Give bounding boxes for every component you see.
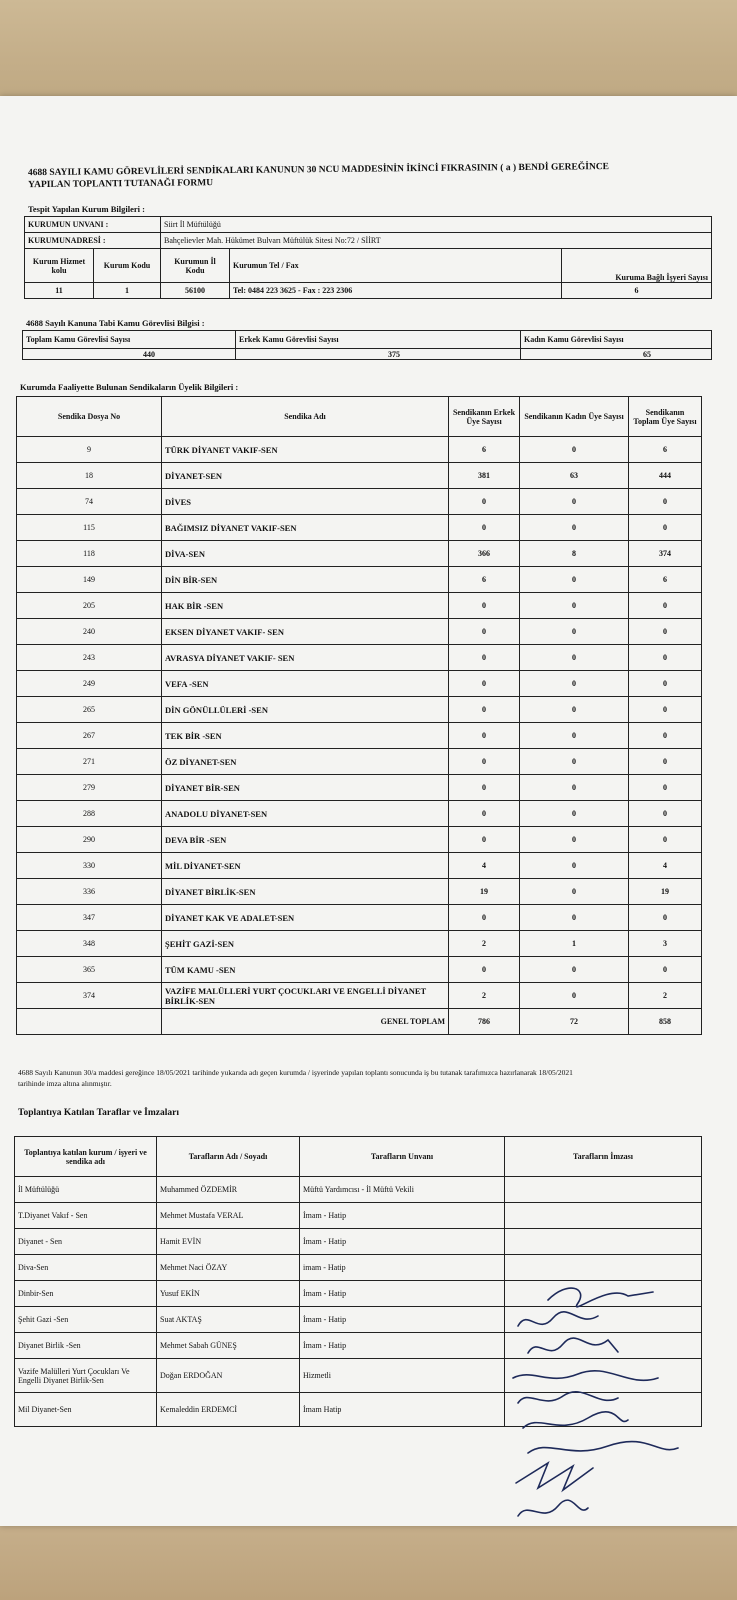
participant-title: İmam - Hatip	[300, 1203, 505, 1229]
table-row	[17, 489, 702, 515]
participant-name: Suat AKTAŞ	[157, 1307, 300, 1333]
union-total-count: 0	[629, 801, 702, 827]
union-male-count: 2	[449, 931, 520, 957]
union-name: EKSEN DİYANET VAKIF- SEN	[162, 619, 449, 645]
union-total-count: 0	[629, 671, 702, 697]
participant-title-header: Tarafların Unvanı	[300, 1137, 505, 1177]
union-name: ANADOLU DİYANET-SEN	[162, 801, 449, 827]
participant-org: Diyanet - Sen	[15, 1229, 157, 1255]
union-file-no: 249	[17, 671, 162, 697]
table-row	[17, 801, 702, 827]
union-file-no: 336	[17, 879, 162, 905]
participant-signature	[505, 1255, 702, 1281]
table-row	[17, 905, 702, 931]
city-code-value: 56100	[161, 283, 230, 299]
union-file-no: 374	[17, 983, 162, 1009]
union-file-no: 149	[17, 567, 162, 593]
participant-title: Hizmetli	[300, 1359, 505, 1393]
union-female-count: 0	[520, 437, 629, 463]
union-male-count: 0	[449, 827, 520, 853]
handwritten-signatures	[508, 1278, 718, 1538]
union-total-count: 0	[629, 697, 702, 723]
participant-name: Doğan ERDOĞAN	[157, 1359, 300, 1393]
union-male-count: 6	[449, 437, 520, 463]
institution-name-label: KURUMUN UNVANI :	[25, 217, 161, 233]
union-male-count: 0	[449, 957, 520, 983]
table-row	[17, 983, 702, 1009]
table-row	[17, 931, 702, 957]
table-row	[17, 723, 702, 749]
union-male-count: 4	[449, 853, 520, 879]
female-employees-label: Kadın Kamu Görevlisi Sayısı	[521, 331, 712, 349]
male-employees-label: Erkek Kamu Görevlisi Sayısı	[236, 331, 521, 349]
institution-name-value: Siirt İl Müftülüğü	[161, 217, 712, 233]
institution-address-label: KURUMUNADRESİ :	[25, 233, 161, 249]
total-members-header: Sendikanın Toplam Üye Sayısı	[629, 397, 702, 437]
union-female-count: 0	[520, 775, 629, 801]
union-female-count: 0	[520, 879, 629, 905]
union-male-count: 0	[449, 775, 520, 801]
union-file-no: 290	[17, 827, 162, 853]
table-row	[17, 437, 702, 463]
wood-background-top	[0, 0, 737, 100]
union-male-count: 2	[449, 983, 520, 1009]
union-total-count: 0	[629, 619, 702, 645]
union-female-count: 0	[520, 801, 629, 827]
table-row	[17, 775, 702, 801]
union-name-header: Sendika Adı	[162, 397, 449, 437]
participants-section-title: Toplantıya Katılan Taraflar ve İmzaları	[18, 1108, 179, 1118]
union-female-count: 0	[520, 515, 629, 541]
union-male-count: 0	[449, 723, 520, 749]
union-male-count: 0	[449, 515, 520, 541]
union-name: BAĞIMSIZ DİYANET VAKIF-SEN	[162, 515, 449, 541]
union-total-count: 3	[629, 931, 702, 957]
union-file-no: 205	[17, 593, 162, 619]
union-total-count: 0	[629, 957, 702, 983]
participant-signature-header: Tarafların İmzası	[505, 1137, 702, 1177]
union-name: DİYANET-SEN	[162, 463, 449, 489]
participant-signature	[505, 1203, 702, 1229]
form-paper	[0, 96, 737, 1526]
union-female-count: 8	[520, 541, 629, 567]
total-employees-label: Toplam Kamu Görevlisi Sayısı	[23, 331, 236, 349]
participant-title: İmam Hatip	[300, 1393, 505, 1427]
union-male-count: 0	[449, 749, 520, 775]
union-female-count: 0	[520, 619, 629, 645]
union-file-no: 365	[17, 957, 162, 983]
union-file-no: 18	[17, 463, 162, 489]
union-file-no: 240	[17, 619, 162, 645]
union-name: TÜRK DİYANET VAKIF-SEN	[162, 437, 449, 463]
union-file-no: 279	[17, 775, 162, 801]
grand-total-label: GENEL TOPLAM	[162, 1009, 449, 1035]
form-title: 4688 SAYILI KAMU GÖREVLİLERİ SENDİKALARI KANUNUN 30 NCU MADDESİNİN İKİNCİ FIKRASININ ( a ) BENDİ GEREĞİNCE YAPILAN TOPLANTI TUTANAĞI FORMU	[27, 162, 610, 191]
union-file-no: 243	[17, 645, 162, 671]
union-file-no: 348	[17, 931, 162, 957]
union-file-no: 265	[17, 697, 162, 723]
table-row	[15, 1229, 702, 1255]
institution-code-value: 1	[94, 283, 161, 299]
table-row	[17, 697, 702, 723]
meeting-statement: 4688 Sayılı Kanunun 30/a maddesi gereğince 18/05/2021 tarihinde yukarıda adı geçen kurumda / işyerinde yapılan toplantı sonucunda iş bu tutanak tarafımızca hazırlanarak 18/05/2021 tarihinde imza altına alınmıştır.	[18, 1068, 573, 1088]
institution-code-header: Kurum Kodu	[94, 249, 161, 283]
participant-name: Hamit EVİN	[157, 1229, 300, 1255]
union-female-count: 0	[520, 905, 629, 931]
participant-title: İmam - Hatip	[300, 1307, 505, 1333]
participant-name: Mehmet Sabah GÜNEŞ	[157, 1333, 300, 1359]
union-file-no: 118	[17, 541, 162, 567]
union-female-count: 63	[520, 463, 629, 489]
service-branch-value: 11	[25, 283, 94, 299]
total-employees-value: 440	[23, 349, 236, 360]
union-male-count: 19	[449, 879, 520, 905]
participant-name: Muhammed ÖZDEMİR	[157, 1177, 300, 1203]
union-female-count: 0	[520, 957, 629, 983]
service-branch-header: Kurum Hizmet kolu	[25, 249, 94, 283]
table-row	[15, 1203, 702, 1229]
union-total-count: 0	[629, 593, 702, 619]
participant-org: Diva-Sen	[15, 1255, 157, 1281]
participant-org: Diyanet Birlik -Sen	[15, 1333, 157, 1359]
table-row	[17, 567, 702, 593]
union-name: ÖZ DİYANET-SEN	[162, 749, 449, 775]
participant-org: T.Diyanet Vakıf - Sen	[15, 1203, 157, 1229]
union-male-count: 0	[449, 671, 520, 697]
participant-org-header: Toplantıya katılan kurum / işyeri ve sendika adı	[15, 1137, 157, 1177]
participant-signature	[505, 1229, 702, 1255]
union-name: DİYANET BİR-SEN	[162, 775, 449, 801]
table-row	[17, 619, 702, 645]
participant-title: Müftü Yardımcısı - İl Müftü Vekili	[300, 1177, 505, 1203]
union-total-count: 6	[629, 567, 702, 593]
male-employees-value: 375	[236, 349, 521, 360]
union-total-count: 0	[629, 645, 702, 671]
union-total-count: 0	[629, 775, 702, 801]
female-members-header: Sendikanın Kadın Üye Sayısı	[520, 397, 629, 437]
union-total-count: 0	[629, 489, 702, 515]
union-name: DİYANET KAK VE ADALET-SEN	[162, 905, 449, 931]
union-file-no: 288	[17, 801, 162, 827]
phone-header: Kurumun Tel / Fax	[230, 249, 562, 283]
union-total-count: 0	[629, 827, 702, 853]
institution-address-value: Bahçelievler Mah. Hükümet Bulvarı Müftülük Sitesi No:72 / SİİRT	[161, 233, 712, 249]
participant-name-header: Tarafların Adı / Soyadı	[157, 1137, 300, 1177]
union-total-count: 0	[629, 723, 702, 749]
participant-org: İl Müftülüğü	[15, 1177, 157, 1203]
union-name: DİN GÖNÜLLÜLERİ -SEN	[162, 697, 449, 723]
union-file-no: 330	[17, 853, 162, 879]
union-file-no: 271	[17, 749, 162, 775]
grand-total-male: 786	[449, 1009, 520, 1035]
union-name: AVRASYA DİYANET VAKIF- SEN	[162, 645, 449, 671]
union-female-count: 0	[520, 749, 629, 775]
union-total-count: 444	[629, 463, 702, 489]
female-employees-value: 65	[521, 349, 712, 360]
union-total-count: 0	[629, 905, 702, 931]
union-female-count: 0	[520, 827, 629, 853]
union-name: VAZİFE MALÜLLERİ YURT ÇOCUKLARI VE ENGELLİ DİYANET BİRLİK-SEN	[162, 983, 449, 1009]
participant-title: İmam - Hatip	[300, 1333, 505, 1359]
union-female-count: 0	[520, 593, 629, 619]
grand-total-spacer	[17, 1009, 162, 1035]
union-name: ŞEHİT GAZİ-SEN	[162, 931, 449, 957]
file-no-header: Sendika Dosya No	[17, 397, 162, 437]
union-total-count: 19	[629, 879, 702, 905]
union-total-count: 4	[629, 853, 702, 879]
union-male-count: 366	[449, 541, 520, 567]
participant-signature	[505, 1177, 702, 1203]
institution-section-title: Tespit Yapılan Kurum Bilgileri :	[28, 204, 145, 214]
union-male-count: 0	[449, 489, 520, 515]
union-file-no: 9	[17, 437, 162, 463]
participant-org: Şehit Gazi -Sen	[15, 1307, 157, 1333]
union-file-no: 267	[17, 723, 162, 749]
table-row	[17, 827, 702, 853]
grand-total-female: 72	[520, 1009, 629, 1035]
union-male-count: 6	[449, 567, 520, 593]
union-male-count: 0	[449, 645, 520, 671]
table-row	[17, 593, 702, 619]
union-total-count: 2	[629, 983, 702, 1009]
participant-title: imam - Hatip	[300, 1255, 505, 1281]
participant-org: Vazife Malülleri Yurt Çocukları Ve Engelli Diyanet Birlik-Sen	[15, 1359, 157, 1393]
table-row	[15, 1255, 702, 1281]
union-total-count: 6	[629, 437, 702, 463]
union-name: DİYANET BİRLİK-SEN	[162, 879, 449, 905]
table-row	[17, 463, 702, 489]
union-file-no: 347	[17, 905, 162, 931]
union-name: TÜM KAMU -SEN	[162, 957, 449, 983]
union-male-count: 0	[449, 801, 520, 827]
table-row	[17, 671, 702, 697]
table-row	[17, 853, 702, 879]
participant-org: Mil Diyanet-Sen	[15, 1393, 157, 1427]
table-row	[17, 515, 702, 541]
male-members-header: Sendikanın Erkek Üye Sayısı	[449, 397, 520, 437]
participant-name: Kemaleddin ERDEMCİ	[157, 1393, 300, 1427]
members-section-title: Kurumda Faaliyette Bulunan Sendikaların Üyelik Bilgileri :	[20, 382, 239, 392]
union-name: DİVA-SEN	[162, 541, 449, 567]
union-name: DİN BİR-SEN	[162, 567, 449, 593]
workplaces-value: 6	[562, 283, 712, 299]
phone-value: Tel: 0484 223 3625 - Fax : 223 2306	[230, 283, 562, 299]
union-male-count: 0	[449, 905, 520, 931]
city-code-header: Kurumun İl Kodu	[161, 249, 230, 283]
participant-name: Mehmet Mustafa VERAL	[157, 1203, 300, 1229]
union-female-count: 0	[520, 645, 629, 671]
union-female-count: 0	[520, 983, 629, 1009]
union-female-count: 1	[520, 931, 629, 957]
union-female-count: 0	[520, 697, 629, 723]
union-membership-table	[16, 396, 702, 1035]
union-male-count: 0	[449, 697, 520, 723]
participant-name: Yusuf EKİN	[157, 1281, 300, 1307]
participant-title: İmam - Hatip	[300, 1229, 505, 1255]
union-male-count: 381	[449, 463, 520, 489]
table-row	[17, 645, 702, 671]
union-male-count: 0	[449, 619, 520, 645]
table-row	[17, 957, 702, 983]
union-total-count: 0	[629, 515, 702, 541]
table-row	[17, 541, 702, 567]
institution-table	[24, 216, 712, 299]
participant-org: Dinbir-Sen	[15, 1281, 157, 1307]
employees-section-title: 4688 Sayılı Kanuna Tabi Kamu Görevlisi Bilgisi :	[26, 318, 205, 328]
union-total-count: 374	[629, 541, 702, 567]
participant-name: Mehmet Naci ÖZAY	[157, 1255, 300, 1281]
union-female-count: 0	[520, 567, 629, 593]
union-name: TEK BİR -SEN	[162, 723, 449, 749]
workplaces-header: Kuruma Bağlı İşyeri Sayısı	[562, 249, 712, 283]
union-female-count: 0	[520, 489, 629, 515]
union-female-count: 0	[520, 671, 629, 697]
grand-total-all: 858	[629, 1009, 702, 1035]
union-name: DEVA BİR -SEN	[162, 827, 449, 853]
union-female-count: 0	[520, 723, 629, 749]
union-file-no: 115	[17, 515, 162, 541]
union-name: MİL DİYANET-SEN	[162, 853, 449, 879]
table-row	[17, 879, 702, 905]
participant-title: İmam - Hatip	[300, 1281, 505, 1307]
union-name: HAK BİR -SEN	[162, 593, 449, 619]
table-row	[15, 1177, 702, 1203]
union-female-count: 0	[520, 853, 629, 879]
union-file-no: 74	[17, 489, 162, 515]
union-name: DİVES	[162, 489, 449, 515]
table-row	[17, 749, 702, 775]
union-male-count: 0	[449, 593, 520, 619]
union-name: VEFA -SEN	[162, 671, 449, 697]
employees-table	[22, 330, 712, 360]
union-total-count: 0	[629, 749, 702, 775]
